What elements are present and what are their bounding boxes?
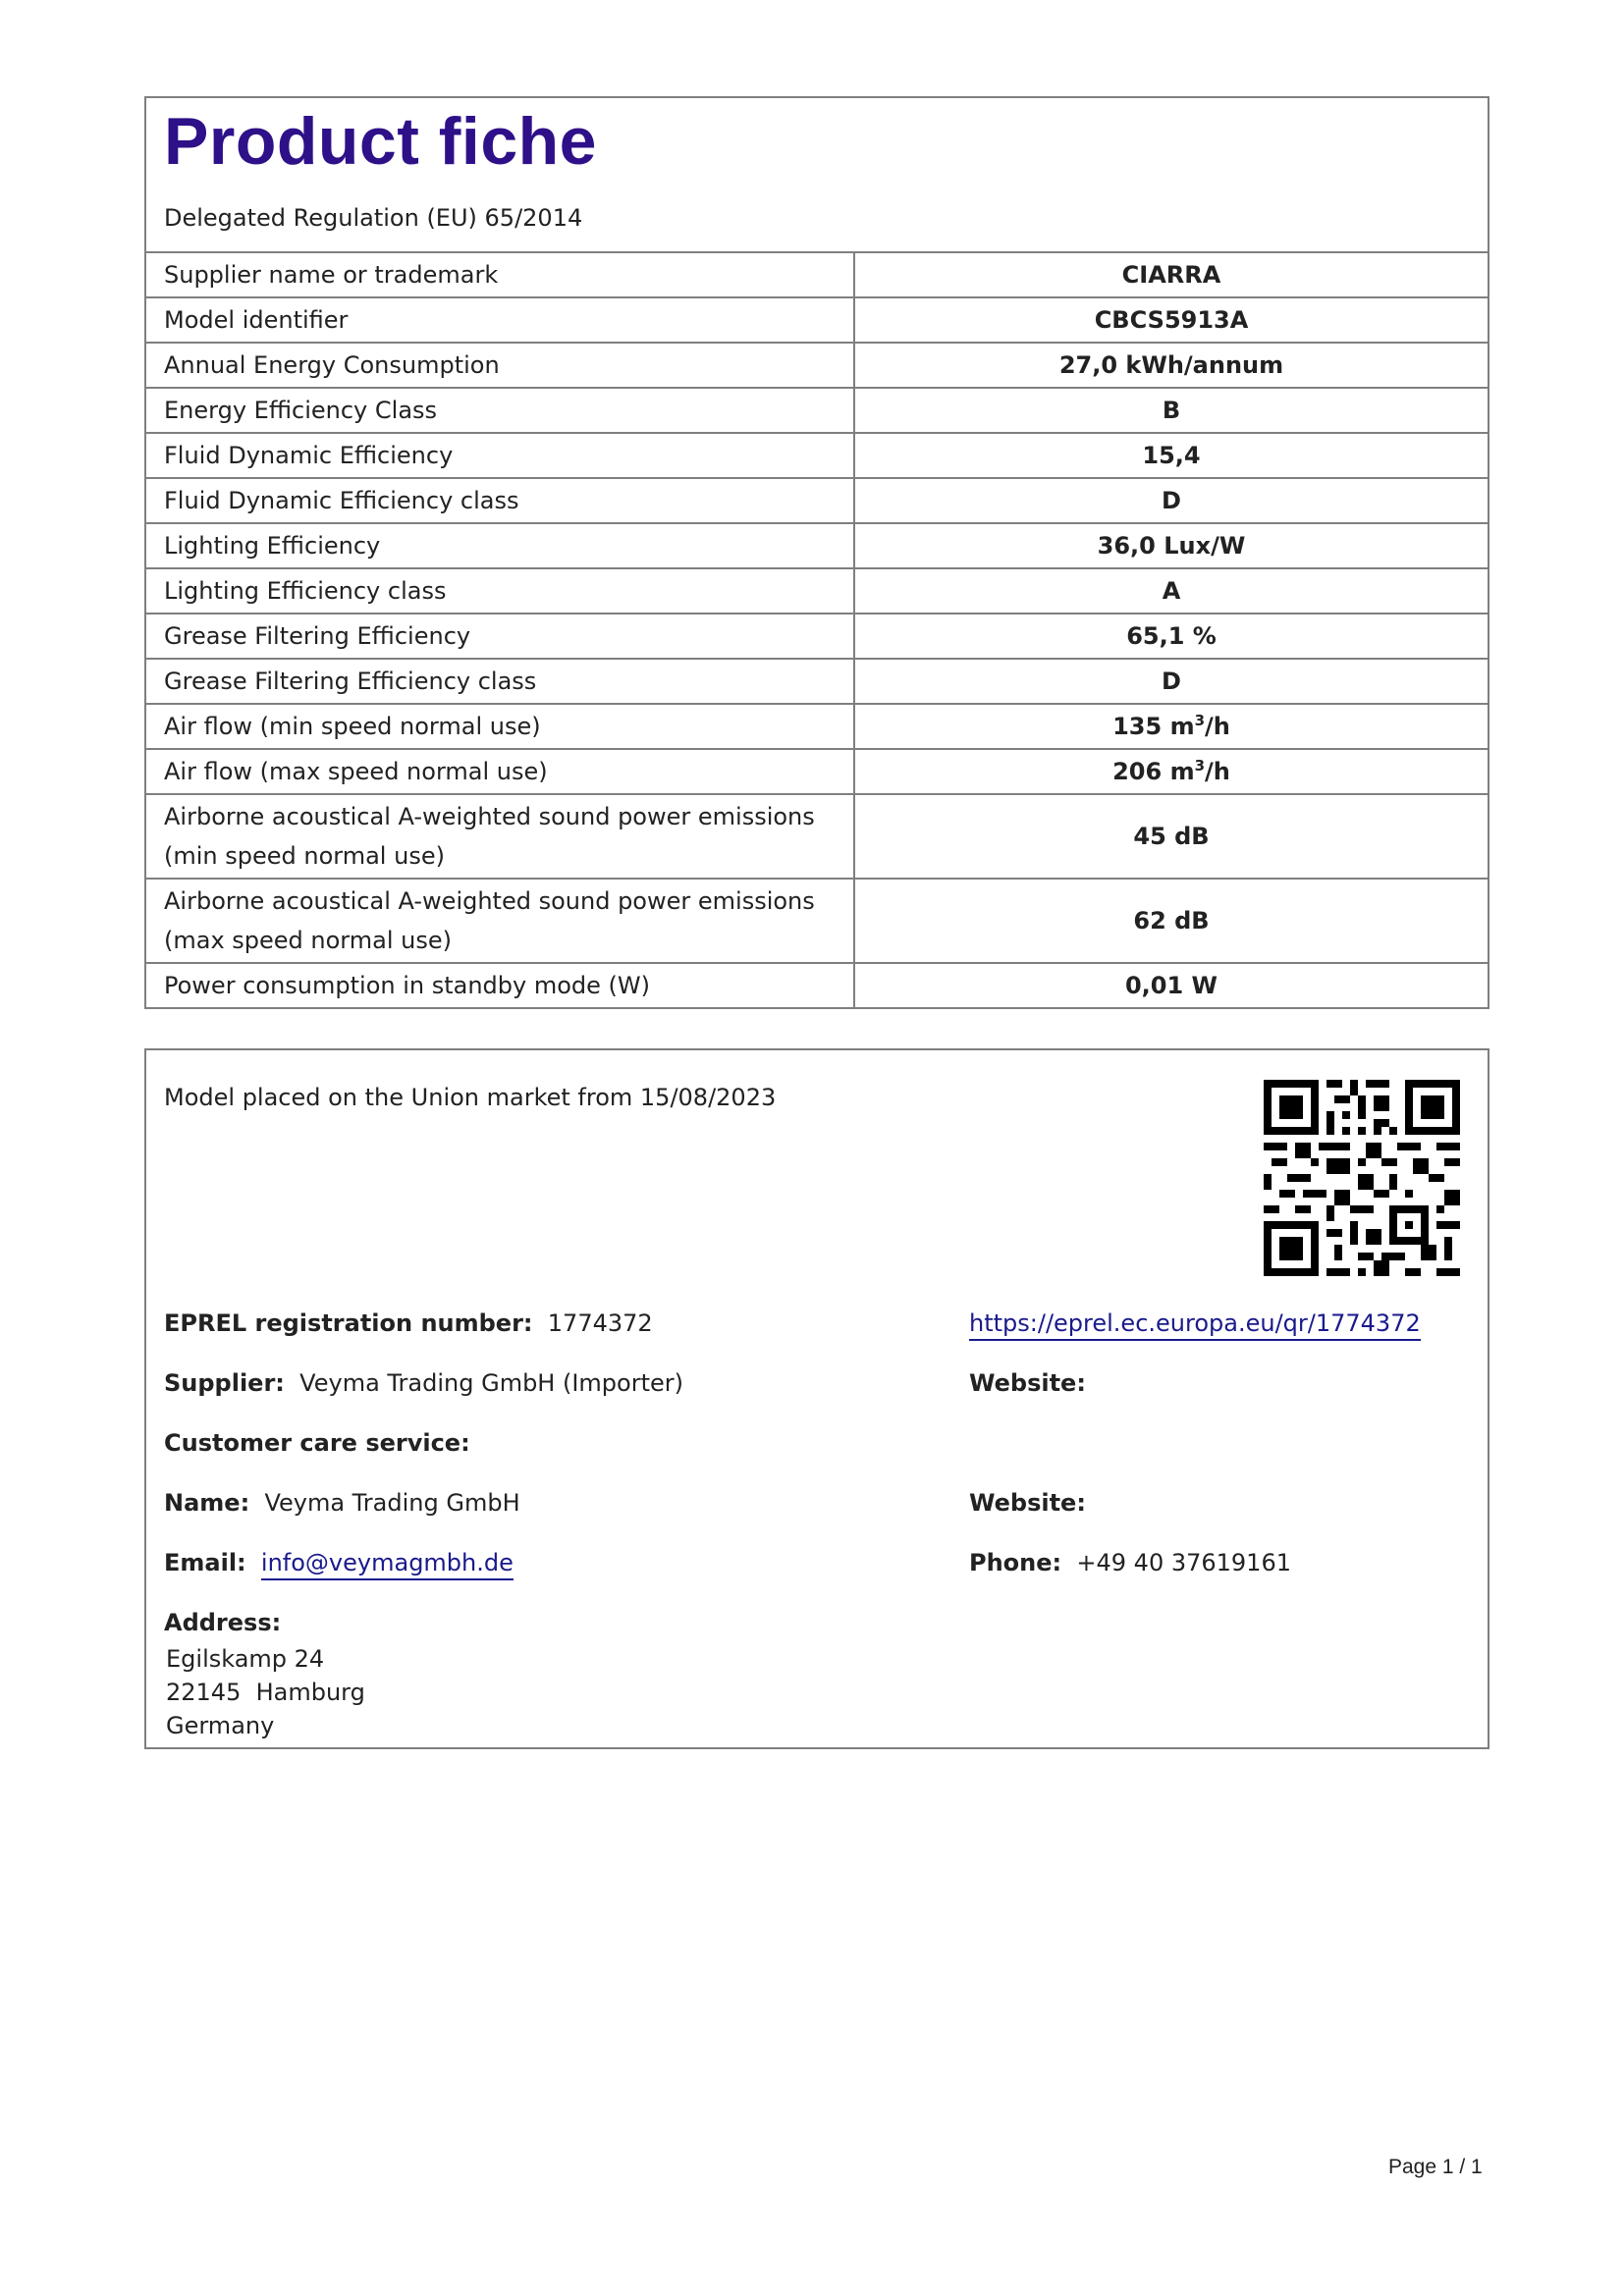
page-number: Page 1 / 1 bbox=[1388, 2156, 1483, 2178]
spec-label: Power consumption in standby mode (W) bbox=[146, 963, 854, 1007]
spec-value: 36,0 Lux/W bbox=[854, 523, 1488, 568]
website-label-2: Website: bbox=[969, 1489, 1086, 1517]
specs-table bbox=[146, 251, 1488, 1007]
phone-label: Phone: bbox=[969, 1549, 1062, 1576]
table-row bbox=[146, 614, 1488, 659]
website-label: Website: bbox=[969, 1369, 1086, 1397]
table-row bbox=[146, 568, 1488, 614]
spec-value: CBCS5913A bbox=[854, 297, 1488, 343]
value-exponent: 3 bbox=[1194, 757, 1206, 774]
spec-label: Annual Energy Consumption bbox=[146, 343, 854, 388]
spec-label: Fluid Dynamic Efficiency bbox=[146, 433, 854, 478]
spec-label: Grease Filtering Efficiency class bbox=[146, 659, 854, 704]
table-row bbox=[146, 297, 1488, 343]
address-street: Egilskamp 24 bbox=[166, 1645, 325, 1673]
value-number: 135 bbox=[1112, 713, 1163, 740]
spec-label: Fluid Dynamic Efficiency class bbox=[146, 478, 854, 523]
spec-value: 15,4 bbox=[854, 433, 1488, 478]
email-link[interactable]: info@veymagmbh.de bbox=[261, 1549, 514, 1580]
name-line bbox=[164, 1489, 520, 1517]
spec-value: 45 dB bbox=[854, 794, 1488, 879]
eprel-label: EPREL registration number: bbox=[164, 1309, 533, 1337]
address-label: Address: bbox=[164, 1609, 282, 1636]
table-row bbox=[146, 794, 1488, 879]
table-row bbox=[146, 749, 1488, 794]
spec-value: D bbox=[854, 659, 1488, 704]
name-value: Veyma Trading GmbH bbox=[264, 1489, 520, 1517]
eprel-number: 1774372 bbox=[547, 1309, 653, 1337]
spec-value bbox=[854, 704, 1488, 749]
name-label: Name: bbox=[164, 1489, 250, 1517]
table-row bbox=[146, 963, 1488, 1007]
table-row bbox=[146, 879, 1488, 963]
spec-value: CIARRA bbox=[854, 252, 1488, 297]
supplier-label: Supplier: bbox=[164, 1369, 285, 1397]
market-text: Model placed on the Union market from 15/08/2023 bbox=[164, 1084, 777, 1111]
phone-line bbox=[969, 1549, 1291, 1576]
page-title: Product fiche bbox=[164, 104, 597, 179]
table-row bbox=[146, 252, 1488, 297]
table-row bbox=[146, 704, 1488, 749]
value-unit: m bbox=[1162, 758, 1195, 785]
regulation-text: Delegated Regulation (EU) 65/2014 bbox=[164, 204, 583, 232]
table-row bbox=[146, 388, 1488, 433]
address-block bbox=[166, 1642, 365, 1742]
table-row bbox=[146, 433, 1488, 478]
supplier-line bbox=[164, 1369, 683, 1397]
spec-value: A bbox=[854, 568, 1488, 614]
spec-label: Supplier name or trademark bbox=[146, 252, 854, 297]
spec-label: Airborne acoustical A-weighted sound power emissions (max speed normal use) bbox=[146, 879, 854, 963]
value-unit: /h bbox=[1205, 758, 1230, 785]
spec-label: Grease Filtering Efficiency bbox=[146, 614, 854, 659]
table-row bbox=[146, 478, 1488, 523]
spec-value: 0,01 W bbox=[854, 963, 1488, 1007]
value-number: 206 bbox=[1112, 758, 1163, 785]
customer-care-label: Customer care service: bbox=[164, 1429, 470, 1457]
table-row bbox=[146, 659, 1488, 704]
product-fiche-box bbox=[144, 96, 1489, 1009]
supplier-value: Veyma Trading GmbH (Importer) bbox=[299, 1369, 683, 1397]
email-label: Email: bbox=[164, 1549, 246, 1576]
eprel-link[interactable]: https://eprel.ec.europa.eu/qr/1774372 bbox=[969, 1309, 1421, 1341]
address-city: 22145 Hamburg bbox=[166, 1679, 365, 1706]
table-row bbox=[146, 523, 1488, 568]
spec-value: D bbox=[854, 478, 1488, 523]
spec-value bbox=[854, 749, 1488, 794]
value-unit: m bbox=[1162, 713, 1195, 740]
spec-label: Lighting Efficiency class bbox=[146, 568, 854, 614]
spec-label: Lighting Efficiency bbox=[146, 523, 854, 568]
email-line bbox=[164, 1549, 514, 1576]
value-unit: /h bbox=[1205, 713, 1230, 740]
spec-value: 62 dB bbox=[854, 879, 1488, 963]
spec-label: Energy Efficiency Class bbox=[146, 388, 854, 433]
phone-value: +49 40 37619161 bbox=[1076, 1549, 1291, 1576]
spec-label: Air flow (min speed normal use) bbox=[146, 704, 854, 749]
spec-value: B bbox=[854, 388, 1488, 433]
address-country: Germany bbox=[166, 1712, 275, 1739]
spec-value: 27,0 kWh/annum bbox=[854, 343, 1488, 388]
table-row bbox=[146, 343, 1488, 388]
info-box bbox=[144, 1048, 1489, 1749]
qr-code-icon[interactable] bbox=[1264, 1080, 1460, 1276]
value-exponent: 3 bbox=[1194, 712, 1206, 729]
spec-label: Air flow (max speed normal use) bbox=[146, 749, 854, 794]
eprel-line bbox=[164, 1309, 653, 1337]
spec-label: Model identifier bbox=[146, 297, 854, 343]
eprel-link-line bbox=[969, 1309, 1421, 1337]
spec-label: Airborne acoustical A-weighted sound power emissions (min speed normal use) bbox=[146, 794, 854, 879]
spec-value: 65,1 % bbox=[854, 614, 1488, 659]
